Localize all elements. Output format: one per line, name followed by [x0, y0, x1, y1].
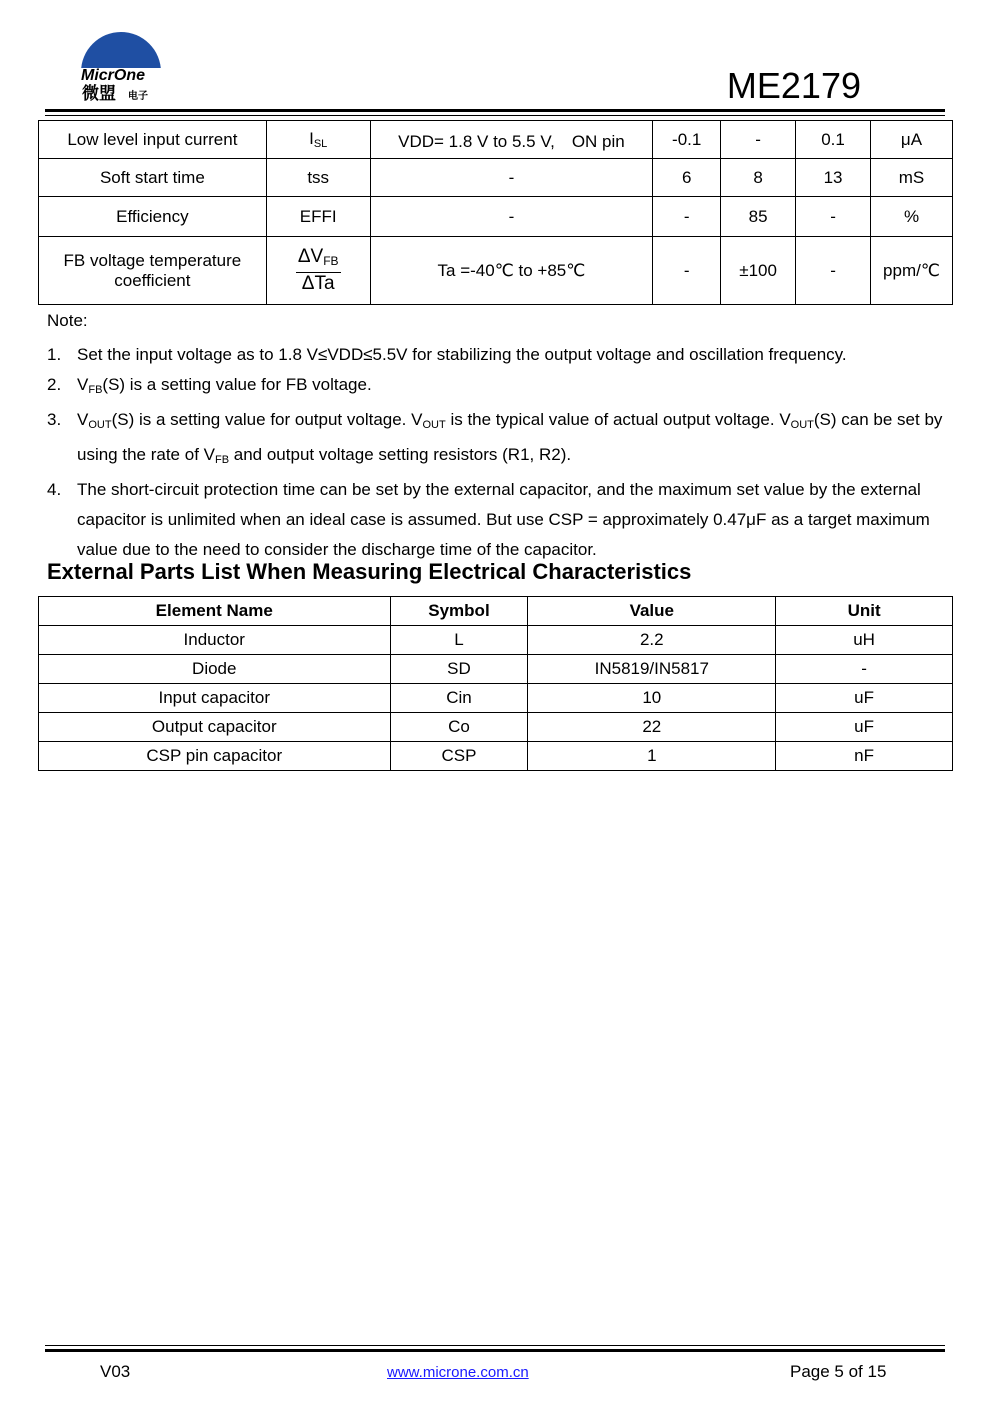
param-condition: VDD= 1.8 V to 5.5 V, ON pin [370, 121, 653, 159]
param-symbol: tss [266, 159, 370, 197]
microne-logo [78, 28, 168, 106]
param-min: - [653, 237, 721, 305]
table-cell: nF [776, 742, 953, 771]
table-cell: 22 [528, 713, 776, 742]
table-cell: Inductor [39, 626, 391, 655]
table-header-row [39, 597, 953, 626]
svg-text:MicrOne: MicrOne [81, 67, 146, 84]
column-header: Value [528, 597, 776, 626]
param-name: Efficiency [39, 197, 267, 237]
table-cell: CSP [390, 742, 528, 771]
table-cell: uH [776, 626, 953, 655]
notes-heading: Note: [47, 311, 88, 330]
param-unit: ppm/℃ [871, 237, 953, 305]
param-unit: μA [871, 121, 953, 159]
param-name: Soft start time [39, 159, 267, 197]
note-item: 3. VOUT(S) is a setting value for output voltage. VOUT is the typical value of actual output voltage. VOUT(S) can be set by using the rate of VFB and output voltage setting resistors (R1, R2). [47, 410, 943, 466]
header-rule [45, 109, 945, 112]
table-cell: Input capacitor [39, 684, 391, 713]
column-header: Unit [776, 597, 953, 626]
column-header: Symbol [390, 597, 528, 626]
note-item: 2. VFB(S) is a setting value for FB voltage. [47, 375, 372, 396]
table-cell: IN5819/IN5817 [528, 655, 776, 684]
table-cell: 2.2 [528, 626, 776, 655]
page-number: Page 5 of 15 [790, 1362, 887, 1381]
table-row [39, 626, 953, 655]
table-cell: CSP pin capacitor [39, 742, 391, 771]
param-condition: - [370, 197, 653, 237]
param-typ: 8 [721, 159, 796, 197]
table-cell: uF [776, 684, 953, 713]
note-item: 1. Set the input voltage as to 1.8 V≤VDD≤5.5V for stabilizing the output voltage and oscillation frequency. [47, 345, 847, 364]
param-unit: mS [871, 159, 953, 197]
table-row [39, 121, 953, 159]
table-row [39, 655, 953, 684]
param-max: - [796, 237, 871, 305]
footer-rule [45, 1349, 945, 1352]
param-typ: 85 [721, 197, 796, 237]
param-min: - [653, 197, 721, 237]
param-typ: - [721, 121, 796, 159]
param-symbol: $I_{SL}$ [266, 121, 370, 159]
param-symbol: EFFI [266, 197, 370, 237]
note-item: 4. The short-circuit protection time can be set by the external capacitor, and the maximum set value by the external capacitor is unlimited when an ideal case is assumed. But use CSP = approximately 0.47μF as a target maximum value due to the need to consider the discharge time of the capacitor. [47, 480, 930, 559]
param-min: 6 [653, 159, 721, 197]
notes-section [47, 310, 947, 565]
param-max: - [796, 197, 871, 237]
param-condition: Ta =-40℃ to +85℃ [370, 237, 653, 305]
table-cell: Co [390, 713, 528, 742]
document-title: ME2179 [726, 65, 861, 106]
external-parts-table [38, 596, 953, 771]
table-row [39, 742, 953, 771]
param-unit: % [871, 197, 953, 237]
header-rule-thin [45, 115, 945, 116]
section-title: External Parts List When Measuring Electrical Characteristics [47, 559, 692, 584]
param-max: 0.1 [796, 121, 871, 159]
param-name: FB voltage temperature coefficient [39, 237, 267, 305]
param-name: Low level input current [39, 121, 267, 159]
symbol-fraction: $\frac{\Delta V_{FB}}{\text{ΔTa}}$ [297, 246, 339, 294]
table-cell: 10 [528, 684, 776, 713]
param-min: -0.1 [653, 121, 721, 159]
param-symbol [266, 237, 370, 305]
table-cell: uF [776, 713, 953, 742]
table-row [39, 684, 953, 713]
table-cell: Output capacitor [39, 713, 391, 742]
table-row [39, 713, 953, 742]
table-cell: Diode [39, 655, 391, 684]
electrical-spec-table [38, 120, 953, 305]
table-row [39, 197, 953, 237]
svg-text:电子: 电子 [128, 91, 148, 102]
column-header: Element Name [39, 597, 391, 626]
table-cell: Cin [390, 684, 528, 713]
table-cell: SD [390, 655, 528, 684]
param-max: 13 [796, 159, 871, 197]
footer-rule-thin [45, 1345, 945, 1346]
param-typ: ±100 [721, 237, 796, 305]
svg-text:微盟: 微盟 [82, 84, 116, 104]
table-row [39, 159, 953, 197]
table-cell: 1 [528, 742, 776, 771]
version-label: V03 [100, 1362, 131, 1381]
table-cell: - [776, 655, 953, 684]
table-cell: L [390, 626, 528, 655]
website-link[interactable]: www.microne.com.cn [387, 1364, 529, 1381]
table-row [39, 237, 953, 305]
param-condition: - [370, 159, 653, 197]
